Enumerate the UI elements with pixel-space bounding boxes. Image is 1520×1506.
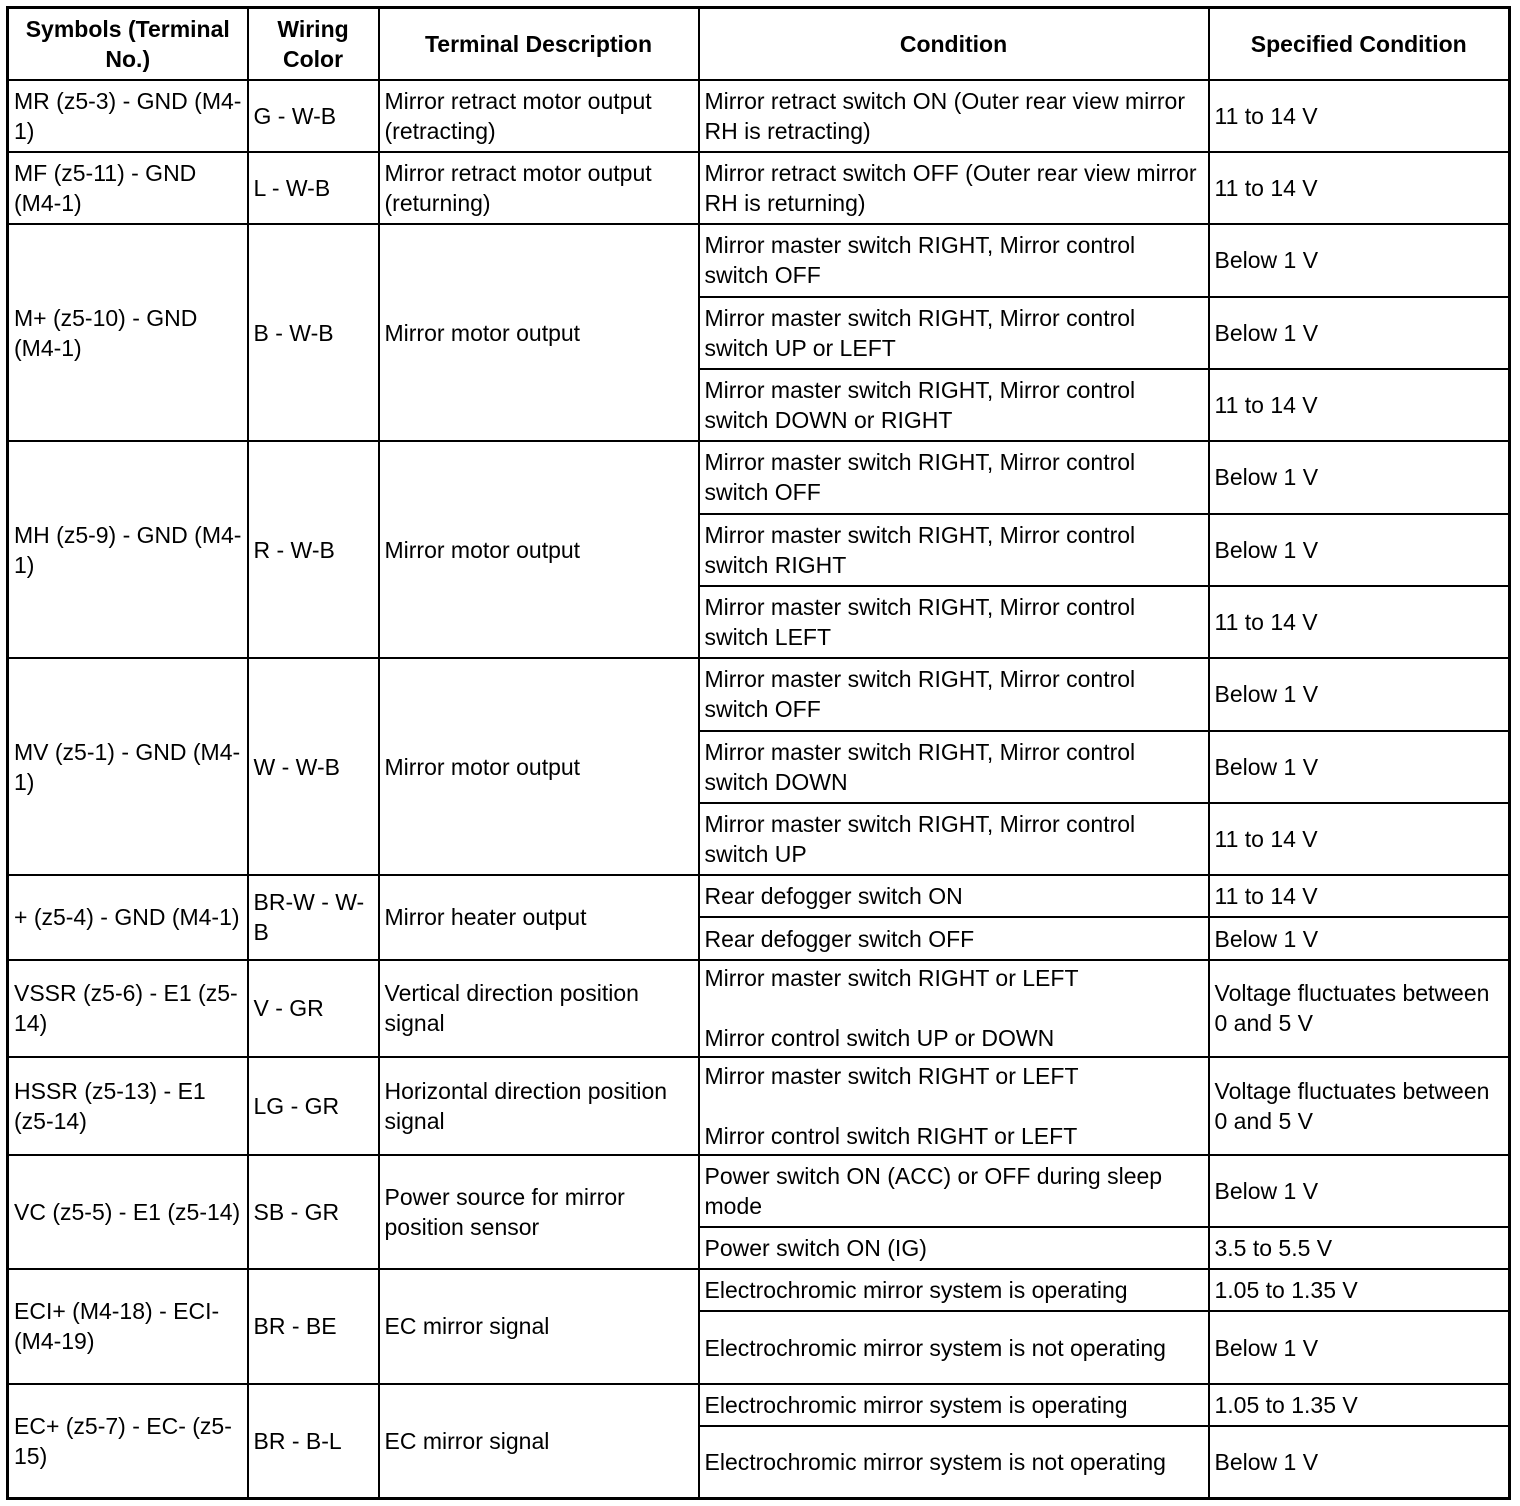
table-row [8,80,1510,152]
condition-cell: Mirror master switch RIGHT or LEFT Mirror control switch UP or DOWN [699,960,1209,1057]
table-body [8,80,1510,1499]
wiring-color-cell: V - GR [248,960,379,1057]
condition-cell: Mirror master switch RIGHT, Mirror control switch DOWN or RIGHT [699,369,1209,441]
specified-condition-cell: Voltage fluctuates between 0 and 5 V [1209,1057,1510,1154]
specified-condition-cell: Below 1 V [1209,1426,1510,1499]
terminal-description-cell: EC mirror signal [379,1384,699,1499]
table-row [8,1269,1510,1311]
table-row [8,1155,1510,1227]
header-specified-condition: Specified Condition [1209,8,1510,80]
specified-condition-cell: 11 to 14 V [1209,875,1510,917]
specified-condition-cell: Below 1 V [1209,441,1510,513]
condition-cell: Mirror master switch RIGHT, Mirror control switch OFF [699,224,1209,296]
specified-condition-cell: 11 to 14 V [1209,369,1510,441]
wiring-color-cell: B - W-B [248,224,379,441]
terminal-description-cell: EC mirror signal [379,1269,699,1384]
condition-cell: Mirror master switch RIGHT, Mirror control switch OFF [699,658,1209,730]
table-row [8,152,1510,224]
header-row [8,8,1510,80]
condition-cell: Mirror master switch RIGHT, Mirror control switch UP [699,803,1209,875]
symbol-cell: MV (z5-1) - GND (M4-1) [8,658,248,875]
condition-cell: Mirror master switch RIGHT, Mirror control switch RIGHT [699,514,1209,586]
wiring-color-cell: SB - GR [248,1155,379,1270]
header-condition: Condition [699,8,1209,80]
terminal-table [6,6,1511,1500]
symbol-cell: + (z5-4) - GND (M4-1) [8,875,248,959]
condition-cell: Mirror master switch RIGHT, Mirror control switch OFF [699,441,1209,513]
condition-cell: Power switch ON (IG) [699,1227,1209,1269]
table-row [8,1384,1510,1426]
terminal-description-cell: Mirror retract motor output (returning) [379,152,699,224]
symbol-cell: VSSR (z5-6) - E1 (z5-14) [8,960,248,1057]
header-terminal-description: Terminal Description [379,8,699,80]
specified-condition-cell: Below 1 V [1209,1155,1510,1227]
header-symbols: Symbols (Terminal No.) [8,8,248,80]
specified-condition-cell: Voltage fluctuates between 0 and 5 V [1209,960,1510,1057]
terminal-description-cell: Mirror heater output [379,875,699,959]
symbol-cell: MH (z5-9) - GND (M4-1) [8,441,248,658]
condition-cell: Rear defogger switch OFF [699,917,1209,959]
terminal-description-cell: Power source for mirror position sensor [379,1155,699,1270]
header-wiring-color: Wiring Color [248,8,379,80]
condition-cell: Electrochromic mirror system is not operating [699,1426,1209,1499]
symbol-cell: VC (z5-5) - E1 (z5-14) [8,1155,248,1270]
terminal-description-cell: Vertical direction position signal [379,960,699,1057]
symbol-cell: EC+ (z5-7) - EC- (z5-15) [8,1384,248,1499]
table-row [8,658,1510,730]
symbol-cell: MR (z5-3) - GND (M4-1) [8,80,248,152]
terminal-description-cell: Mirror motor output [379,224,699,441]
table-row [8,441,1510,513]
symbol-cell: ECI+ (M4-18) - ECI- (M4-19) [8,1269,248,1384]
specified-condition-cell: Below 1 V [1209,1311,1510,1383]
terminal-description-cell: Horizontal direction position signal [379,1057,699,1154]
wiring-color-cell: W - W-B [248,658,379,875]
wiring-color-cell: R - W-B [248,441,379,658]
specified-condition-cell: 3.5 to 5.5 V [1209,1227,1510,1269]
condition-cell: Mirror master switch RIGHT or LEFT Mirror control switch RIGHT or LEFT [699,1057,1209,1154]
condition-cell: Mirror master switch RIGHT, Mirror control switch DOWN [699,731,1209,803]
condition-cell: Mirror retract switch ON (Outer rear view mirror RH is retracting) [699,80,1209,152]
wiring-color-cell: BR - BE [248,1269,379,1384]
specified-condition-cell: Below 1 V [1209,224,1510,296]
table-row [8,224,1510,296]
terminal-description-cell: Mirror motor output [379,658,699,875]
condition-cell: Mirror master switch RIGHT, Mirror control switch LEFT [699,586,1209,658]
wiring-color-cell: G - W-B [248,80,379,152]
wiring-color-cell: LG - GR [248,1057,379,1154]
condition-cell: Electrochromic mirror system is operating [699,1269,1209,1311]
specified-condition-cell: Below 1 V [1209,731,1510,803]
specified-condition-cell: 11 to 14 V [1209,586,1510,658]
condition-cell: Electrochromic mirror system is not operating [699,1311,1209,1383]
specified-condition-cell: 11 to 14 V [1209,152,1510,224]
table-row [8,960,1510,1057]
specified-condition-cell: Below 1 V [1209,917,1510,959]
specified-condition-cell: 11 to 14 V [1209,80,1510,152]
wiring-color-cell: L - W-B [248,152,379,224]
specified-condition-cell: Below 1 V [1209,514,1510,586]
specified-condition-cell: Below 1 V [1209,658,1510,730]
table-row [8,1057,1510,1154]
terminal-description-cell: Mirror motor output [379,441,699,658]
wiring-color-cell: BR-W - W-B [248,875,379,959]
condition-cell: Mirror retract switch OFF (Outer rear view mirror RH is returning) [699,152,1209,224]
specified-condition-cell: 11 to 14 V [1209,803,1510,875]
symbol-cell: HSSR (z5-13) - E1 (z5-14) [8,1057,248,1154]
condition-cell: Mirror master switch RIGHT, Mirror control switch UP or LEFT [699,297,1209,369]
wiring-color-cell: BR - B-L [248,1384,379,1499]
condition-cell: Electrochromic mirror system is operating [699,1384,1209,1426]
table-row [8,875,1510,917]
specified-condition-cell: 1.05 to 1.35 V [1209,1269,1510,1311]
symbol-cell: MF (z5-11) - GND (M4-1) [8,152,248,224]
specified-condition-cell: Below 1 V [1209,297,1510,369]
terminal-description-cell: Mirror retract motor output (retracting) [379,80,699,152]
symbol-cell: M+ (z5-10) - GND (M4-1) [8,224,248,441]
condition-cell: Power switch ON (ACC) or OFF during sleep mode [699,1155,1209,1227]
condition-cell: Rear defogger switch ON [699,875,1209,917]
specified-condition-cell: 1.05 to 1.35 V [1209,1384,1510,1426]
